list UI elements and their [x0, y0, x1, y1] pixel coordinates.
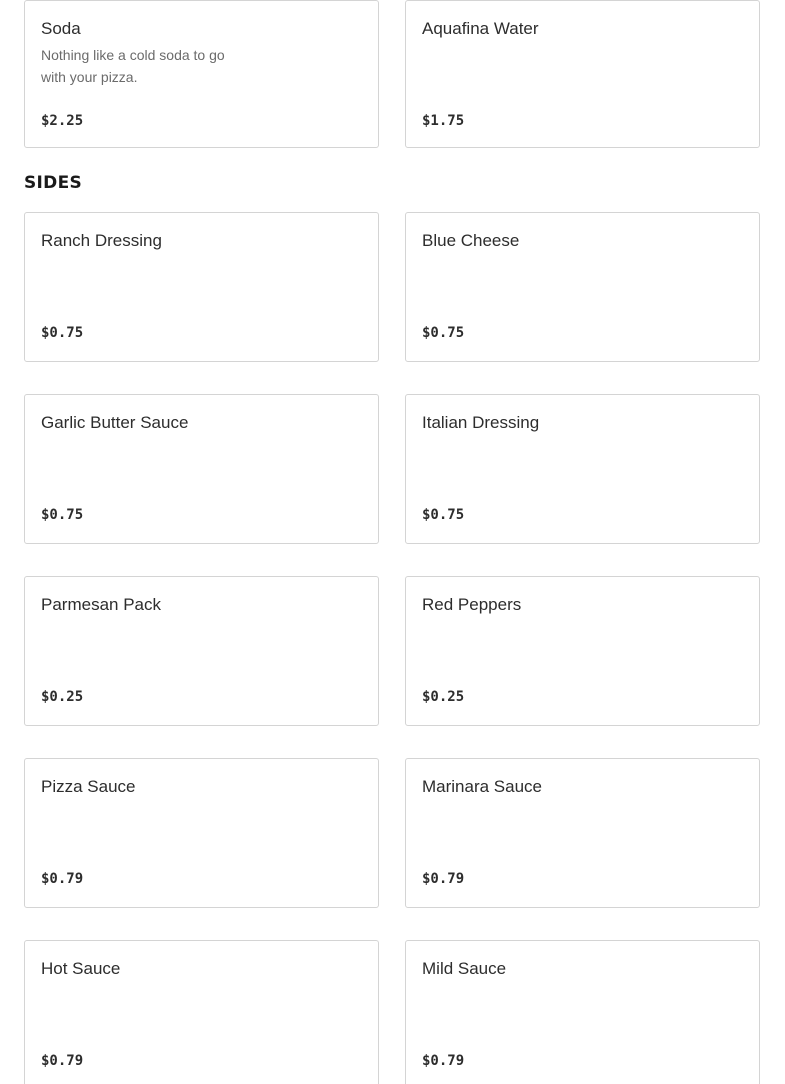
menu-item-card[interactable]: [24, 940, 379, 1084]
menu-item-name: Marinara Sauce: [422, 777, 543, 796]
menu-item-price: $0.79: [422, 1053, 465, 1069]
menu-item-card[interactable]: [24, 0, 379, 148]
menu-item-price: $0.75: [41, 325, 84, 341]
menu-item-name: Ranch Dressing: [41, 231, 162, 250]
menu-item-card[interactable]: [405, 758, 760, 908]
menu-item-name: Soda: [41, 19, 81, 38]
menu-item-price: $0.79: [41, 1053, 84, 1069]
menu-item-price: $0.79: [41, 871, 84, 887]
menu-item-price: $0.25: [422, 689, 465, 705]
menu-item-description: Nothing like a cold soda to go with your pizza.: [41, 47, 225, 85]
menu-item-name: Garlic Butter Sauce: [41, 413, 189, 432]
menu-item-card[interactable]: [405, 394, 760, 544]
menu-item-name: Red Peppers: [422, 595, 522, 614]
menu-item-card[interactable]: [405, 940, 760, 1084]
menu-item-card[interactable]: [24, 758, 379, 908]
menu-item-card[interactable]: [405, 212, 760, 362]
menu-item-name: Mild Sauce: [422, 959, 507, 978]
menu-item-name: Aquafina Water: [422, 19, 539, 38]
menu-item-name: Blue Cheese: [422, 231, 520, 250]
menu-item-price: $2.25: [41, 113, 84, 129]
menu-item-name: Pizza Sauce: [41, 777, 136, 796]
menu-item-price: $0.79: [422, 871, 465, 887]
menu-item-price: $1.75: [422, 113, 465, 129]
menu-item-price: $0.75: [422, 325, 465, 341]
menu-item-card[interactable]: [24, 576, 379, 726]
menu-item-price: $0.25: [41, 689, 84, 705]
menu-item-card[interactable]: [405, 0, 760, 148]
section-title-sides: SIDES: [24, 173, 83, 193]
menu-item-price: $0.75: [422, 507, 465, 523]
menu-item-card[interactable]: [24, 212, 379, 362]
menu-item-card[interactable]: [24, 394, 379, 544]
menu-item-price: $0.75: [41, 507, 84, 523]
menu-item-name: Parmesan Pack: [41, 595, 161, 614]
menu-item-name: Hot Sauce: [41, 959, 121, 978]
menu-item-name: Italian Dressing: [422, 413, 540, 432]
menu-item-card[interactable]: [405, 576, 760, 726]
